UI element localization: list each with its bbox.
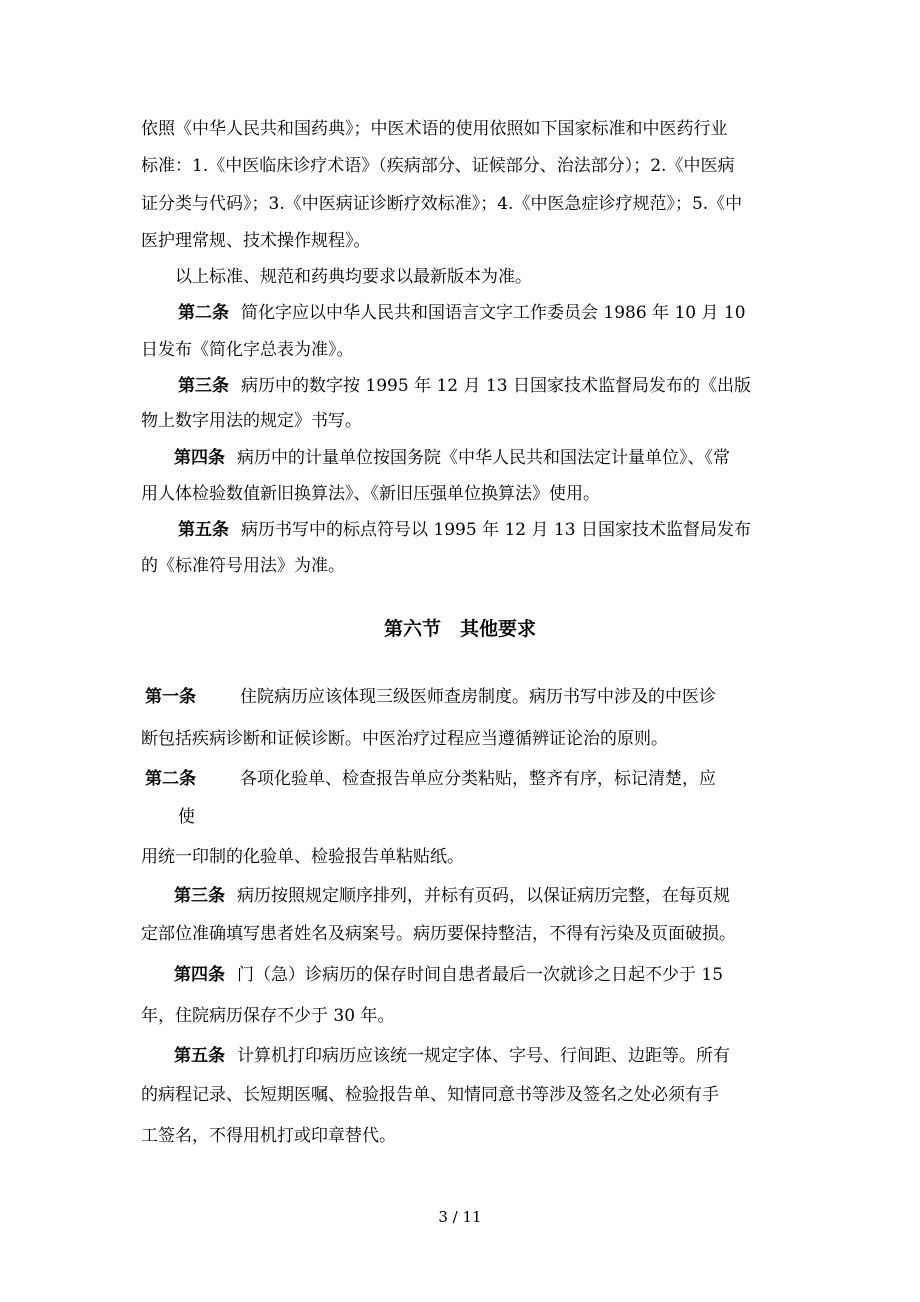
sec6-article-3-line-2: 定部位准确填写患者姓名及病案号。病历要保持整洁，不得有污染及页面破损。 <box>141 924 736 944</box>
intro-line-1: 依照《中华人民共和国药典》；中医术语的使用依照如下国家标准和中医药行业 <box>141 119 728 139</box>
article-5-text-1: 病历书写中的标点符号以 1995 年 12 月 13 日国家技术监督局发布 <box>241 520 751 540</box>
intro-line-2: 标准：1.《中医临床诊疗术语》（疾病部分、证候部分、治法部分）；2.《中医病 <box>141 156 735 176</box>
article-2-label: 第二条 <box>178 303 229 323</box>
sec6-article-5-label: 第五条 <box>174 1046 225 1066</box>
article-5-line-1 <box>178 519 751 541</box>
article-4-text-1: 病历中的计量单位按国务院《中华人民共和国法定计量单位》、《常 <box>237 448 730 468</box>
sec6-article-3-label: 第三条 <box>174 886 225 906</box>
sec6-article-2-line-1 <box>145 768 716 790</box>
sec6-article-2-label: 第二条 <box>145 769 196 789</box>
sec6-article-4-text-1: 门（急）诊病历的保存时间自患者最后一次就诊之日起不少于 15 <box>237 965 724 985</box>
sec6-article-4-line-2: 年，住院病历保存不少于 30 年。 <box>141 1006 395 1026</box>
intro-line-4: 医护理常规、技术操作规程》。 <box>141 231 371 251</box>
sec6-article-1-text-1: 住院病历应该体现三级医师查房制度。病历书写中涉及的中医诊 <box>240 687 716 707</box>
latest-version-note: 以上标准、规范和药典均要求以最新版本为准。 <box>175 267 532 287</box>
intro-line-3: 证分类与代码》；3.《中医病证诊断疗效标准》；4.《中医急症诊疗规范》；5.《中 <box>141 194 743 214</box>
article-3-text-1: 病历中的数字按 1995 年 12 月 13 日国家技术监督局发布的《出版 <box>241 376 751 396</box>
sec6-article-5-line-2: 的病程记录、长短期医嘱、检验报告单、知情同意书等涉及签名之处必须有手 <box>141 1085 719 1105</box>
article-4-label: 第四条 <box>174 448 225 468</box>
article-2-line-2: 日发布《简化字总表为准》。 <box>141 340 354 360</box>
article-4-line-1 <box>174 447 730 469</box>
article-3-line-2: 物上数字用法的规定》书写。 <box>141 411 362 431</box>
sec6-article-4-line-1 <box>174 964 723 986</box>
sec6-article-2-text-1: 各项化验单、检查报告单应分类粘贴，整齐有序，标记清楚，应 <box>240 769 716 789</box>
section-heading: 第六节 其他要求 <box>383 618 536 640</box>
article-2-line-1 <box>178 302 746 324</box>
sec6-article-5-text-1: 计算机打印病历应该统一规定字体、字号、行间距、边距等。所有 <box>237 1046 730 1066</box>
sec6-article-5-line-3: 工签名，不得用机打或印章替代。 <box>141 1126 396 1146</box>
sec6-article-5-line-1 <box>174 1045 730 1067</box>
sec6-article-2-line-2: 使 <box>178 807 195 827</box>
page-number: 3 / 11 <box>438 1208 482 1226</box>
sec6-article-1-label: 第一条 <box>145 687 196 707</box>
sec6-article-3-line-1 <box>174 885 730 907</box>
sec6-article-2-line-3: 用统一印制的化验单、检验报告单粘贴纸。 <box>141 847 464 867</box>
sec6-article-3-text-1: 病历按照规定顺序排列，并标有页码，以保证病历完整，在每页规 <box>237 886 730 906</box>
article-2-text-1: 简化字应以中华人民共和国语言文字工作委员会 1986 年 10 月 10 <box>241 303 746 323</box>
sec6-article-1-line-1 <box>145 686 716 708</box>
article-5-line-2: 的《标准符号用法》为准。 <box>141 556 345 576</box>
article-4-line-2: 用人体检验数值新旧换算法》、《新旧压强单位换算法》使用。 <box>141 484 600 504</box>
article-3-line-1 <box>178 375 751 397</box>
sec6-article-1-line-2: 断包括疾病诊断和证候诊断。中医治疗过程应当遵循辨证论治的原则。 <box>141 729 668 749</box>
article-3-label: 第三条 <box>178 376 229 396</box>
article-5-label: 第五条 <box>178 520 229 540</box>
sec6-article-4-label: 第四条 <box>174 965 225 985</box>
